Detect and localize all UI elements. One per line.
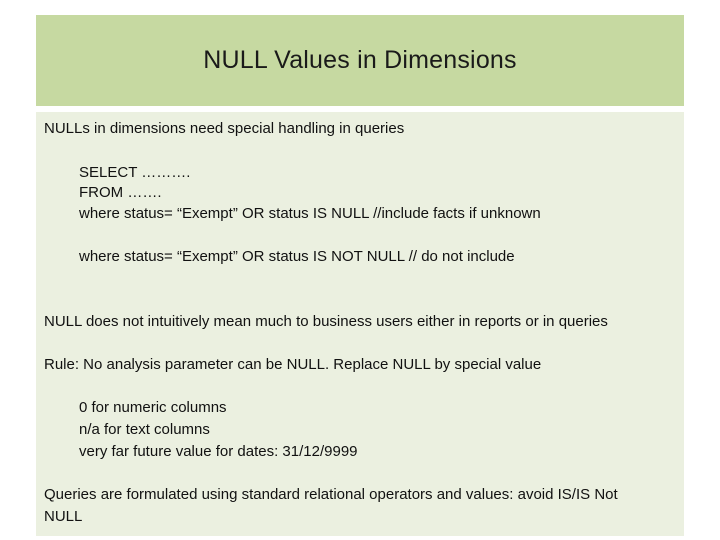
bullet-null-meaning: NULL does not intuitively mean much to business users either in reports or in queries: [44, 313, 608, 330]
bullet-queries-line2: NULL: [44, 508, 83, 525]
special-value-text: n/a for text columns: [79, 421, 210, 438]
sql-from-line: FROM …….: [79, 184, 162, 201]
bullet-rule: Rule: No analysis parameter can be NULL. Replace NULL by special value: [44, 356, 542, 373]
slide-title-band: [36, 15, 684, 106]
special-value-numeric: 0 for numeric columns: [79, 399, 227, 416]
special-value-dates: very far future value for dates: 31/12/9999: [79, 443, 358, 460]
bullet-queries-line1: Queries are formulated using standard relational operators and values: avoid IS/IS Not: [44, 486, 618, 503]
sql-where-is-not-null-line: where status= “Exempt” OR status IS NOT NULL // do not include: [79, 248, 515, 265]
slide-title: NULL Values in Dimensions: [203, 46, 517, 74]
sql-where-is-null-line: where status= “Exempt” OR status IS NULL //include facts if unknown: [79, 205, 541, 222]
bullet-nulls-special-handling: NULLs in dimensions need special handling in queries: [44, 120, 405, 137]
sql-select-line: SELECT ……….: [79, 164, 191, 181]
